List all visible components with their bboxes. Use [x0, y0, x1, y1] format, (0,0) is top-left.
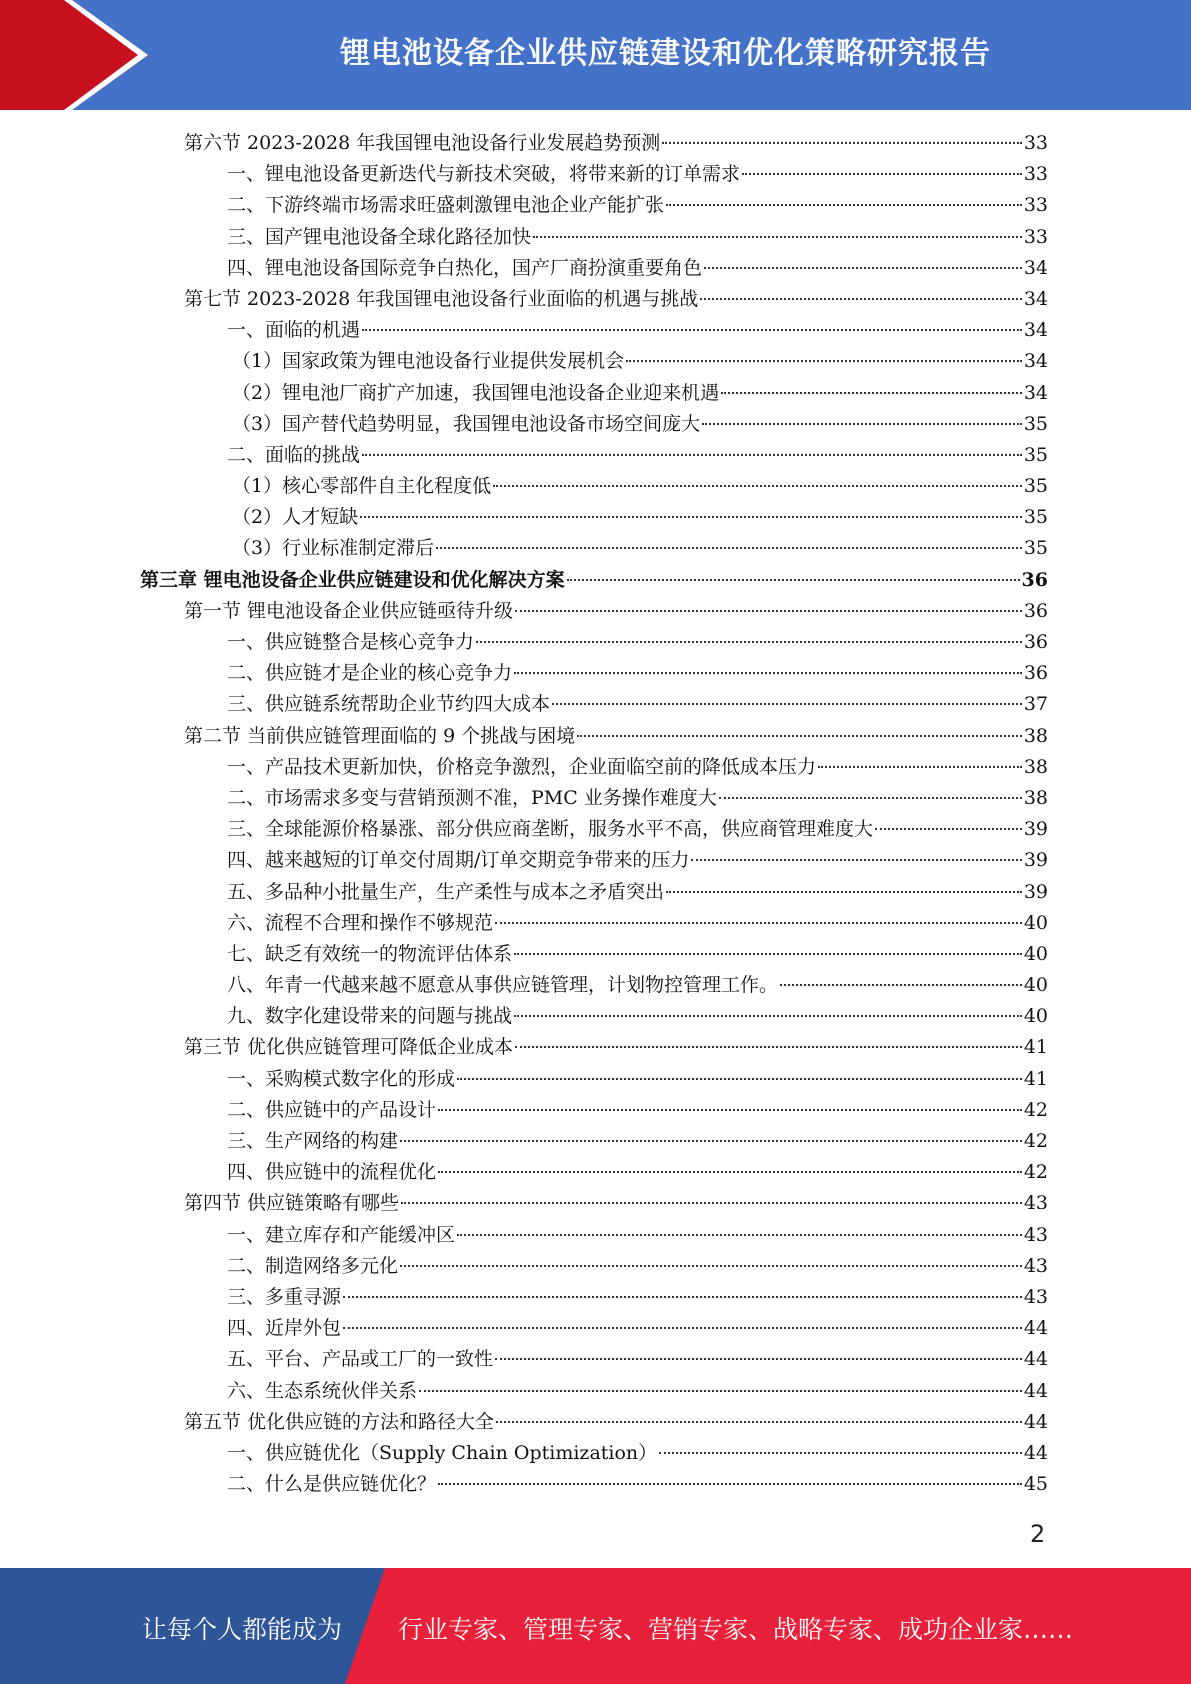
toc-entry-page: 38: [1023, 786, 1048, 809]
toc-entry-title: 二、下游终端市场需求旺盛刺激锂电池企业产能扩张: [227, 194, 665, 217]
toc-entry-title: （3）国产替代趋势明显，我国锂电池设备市场空间庞大: [232, 412, 701, 435]
toc-entry-title: （1）核心零部件自主化程度低: [232, 475, 492, 498]
toc-entry-page: 44: [1023, 1379, 1048, 1402]
toc-entry-page: 36: [1023, 662, 1048, 685]
toc-entry[interactable]: [140, 533, 1048, 564]
toc-entry-title: 一、采购模式数字化的形成: [227, 1067, 456, 1090]
toc-entry-page: 39: [1023, 849, 1048, 872]
toc-entry[interactable]: [140, 1344, 1048, 1375]
toc-entry-page: 35: [1023, 537, 1048, 560]
toc-entry-title: （1）国家政策为锂电池设备行业提供发展机会: [232, 350, 625, 373]
toc-entry-page: 37: [1023, 693, 1048, 716]
toc-entry-title: 三、生产网络的构建: [227, 1130, 399, 1152]
toc-dot-leader: [702, 423, 1022, 425]
toc-entry-title: 第七节 2023-2028 年我国锂电池设备行业面临的机遇与挑战: [184, 287, 699, 310]
toc-entry[interactable]: [140, 939, 1048, 970]
toc-entry-page: 34: [1023, 287, 1048, 310]
toc-entry-title: 一、供应链整合是核心竞争力: [227, 631, 475, 653]
toc-entry-title: 第五节 优化供应链的方法和路径大全: [184, 1410, 495, 1433]
toc-entry-title: 二、面临的挑战: [227, 443, 361, 466]
toc-dot-leader: [401, 1202, 1022, 1204]
toc-entry[interactable]: [140, 1438, 1048, 1469]
toc-entry[interactable]: [140, 1469, 1048, 1500]
toc-dot-leader: [514, 953, 1022, 955]
toc-entry-title: 一、供应链优化（Supply Chain Optimization）: [227, 1441, 658, 1464]
toc-dot-leader: [666, 891, 1022, 893]
toc-dot-leader: [438, 1483, 1022, 1485]
toc-dot-leader: [577, 735, 1022, 737]
toc-dot-leader: [721, 392, 1022, 394]
toc-dot-leader: [666, 204, 1022, 206]
toc-entry-page: 38: [1023, 724, 1048, 747]
toc-entry[interactable]: [140, 440, 1048, 471]
toc-entry[interactable]: [140, 845, 1048, 876]
toc-entry-title: 第一节 锂电池设备企业供应链亟待升级: [184, 599, 514, 622]
toc-dot-leader: [533, 236, 1022, 238]
toc-entry-title: 一、锂电池设备更新迭代与新技术突破，将带来新的订单需求: [227, 163, 741, 186]
toc-entry-title: 第四节 供应链策略有哪些: [184, 1192, 400, 1215]
toc-dot-leader: [662, 142, 1022, 144]
toc-entry-title: 一、产品技术更新加快，价格竞争激烈，企业面临空前的降低成本压力: [227, 755, 817, 778]
toc-entry[interactable]: [140, 222, 1048, 253]
toc-entry[interactable]: [140, 284, 1048, 315]
page-footer: [0, 1568, 1191, 1684]
toc-dot-leader: [457, 1078, 1022, 1080]
toc-entry[interactable]: [140, 721, 1048, 752]
toc-dot-leader: [691, 859, 1021, 861]
toc-entry[interactable]: [140, 1376, 1048, 1407]
toc-entry[interactable]: [140, 627, 1048, 658]
toc-dot-leader: [780, 984, 1022, 986]
toc-dot-leader: [400, 1265, 1022, 1267]
toc-entry-page: 41: [1023, 1067, 1048, 1090]
toc-entry-page: 34: [1023, 256, 1048, 279]
toc-dot-leader: [626, 360, 1022, 362]
toc-entry-title: 三、多重寻源: [227, 1285, 342, 1308]
toc-dot-leader: [493, 485, 1022, 487]
toc-entry-page: 44: [1023, 1317, 1048, 1340]
toc-dot-leader: [875, 828, 1022, 830]
toc-entry[interactable]: [140, 1157, 1048, 1188]
toc-entry-page: 40: [1023, 911, 1048, 934]
toc-entry-page: 34: [1023, 350, 1048, 373]
toc-entry[interactable]: [140, 877, 1048, 908]
toc-entry[interactable]: [140, 596, 1048, 627]
toc-dot-leader: [515, 1046, 1022, 1048]
toc-entry-page: 35: [1023, 506, 1048, 529]
toc-entry-title: （2）人才短缺: [232, 506, 359, 529]
toc-entry-title: 一、面临的机遇: [227, 319, 361, 342]
toc-dot-leader: [567, 579, 1020, 581]
toc-entry[interactable]: [140, 1188, 1048, 1219]
toc-entry-title: 六、流程不合理和操作不够规范: [227, 911, 494, 934]
toc-dot-leader: [457, 1234, 1022, 1236]
toc-dot-leader: [515, 610, 1022, 612]
toc-entry-title: 二、制造网络多元化: [227, 1254, 399, 1277]
toc-entry-title: 四、近岸外包: [227, 1317, 342, 1340]
toc-dot-leader: [438, 1109, 1022, 1111]
toc-entry[interactable]: [140, 190, 1048, 221]
toc-entry-title: 二、供应链才是企业的核心竞争力: [227, 662, 513, 685]
toc-entry-page: 43: [1023, 1254, 1048, 1277]
toc-entry[interactable]: [140, 970, 1048, 1001]
toc-entry[interactable]: [140, 1032, 1048, 1063]
toc-dot-leader: [496, 1421, 1022, 1423]
toc-dot-leader: [476, 641, 1022, 643]
toc-entry-title: 二、供应链中的产品设计: [227, 1098, 437, 1121]
toc-entry-title: 七、缺乏有效统一的物流评估体系: [227, 942, 513, 965]
toc-entry-title: 八、年青一代越来越不愿意从事供应链管理，计划物控管理工作。: [227, 974, 779, 997]
toc-entry-title: 二、什么是供应链优化？: [227, 1473, 437, 1496]
toc-entry[interactable]: [140, 1220, 1048, 1251]
toc-entry[interactable]: [140, 783, 1048, 814]
table-of-contents: [140, 128, 1048, 1500]
toc-entry[interactable]: [140, 752, 1048, 783]
toc-entry-title: 三、全球能源价格暴涨、部分供应商垄断，服务水平不高，供应商管理难度大: [227, 818, 874, 841]
toc-entry-title: 二、市场需求多变与营销预测不准，PMC 业务操作难度大: [227, 786, 717, 809]
toc-entry-page: 40: [1023, 1005, 1048, 1028]
footer-slogan-left: 让每个人都能成为: [142, 1615, 343, 1644]
toc-entry[interactable]: [140, 128, 1048, 159]
toc-entry-page: 39: [1023, 880, 1048, 903]
toc-entry[interactable]: [140, 1064, 1048, 1095]
toc-entry[interactable]: [140, 315, 1048, 346]
toc-entry[interactable]: [140, 565, 1048, 596]
toc-entry-page: 42: [1023, 1098, 1048, 1121]
toc-entry[interactable]: [140, 814, 1048, 845]
toc-entry-page: 40: [1023, 974, 1048, 997]
toc-dot-leader: [514, 672, 1022, 674]
toc-entry[interactable]: [140, 658, 1048, 689]
toc-entry-page: 43: [1023, 1285, 1048, 1308]
toc-entry-page: 33: [1023, 163, 1048, 186]
toc-dot-leader: [552, 703, 1022, 705]
toc-dot-leader: [360, 516, 1022, 518]
toc-entry[interactable]: [140, 908, 1048, 939]
toc-entry[interactable]: [140, 1251, 1048, 1282]
toc-entry[interactable]: [140, 1126, 1048, 1157]
toc-dot-leader: [400, 1140, 1022, 1142]
toc-entry-title: 六、生态系统伙伴关系: [227, 1379, 418, 1402]
toc-entry[interactable]: [140, 471, 1048, 502]
toc-entry-page: 35: [1023, 443, 1048, 466]
toc-entry-title: （3）行业标准制定滞后: [232, 537, 435, 560]
toc-entry-page: 41: [1023, 1036, 1048, 1059]
toc-dot-leader: [362, 454, 1022, 456]
toc-entry-page: 33: [1023, 194, 1048, 217]
toc-dot-leader: [495, 922, 1022, 924]
toc-dot-leader: [436, 547, 1022, 549]
toc-dot-leader: [659, 1452, 1022, 1454]
toc-entry-title: 第二节 当前供应链管理面临的 9 个挑战与困境: [184, 724, 576, 747]
toc-dot-leader: [343, 1327, 1022, 1329]
toc-entry[interactable]: [140, 346, 1048, 377]
toc-entry-title: 四、供应链中的流程优化: [227, 1161, 437, 1184]
toc-entry-page: 39: [1023, 818, 1048, 841]
toc-entry[interactable]: [140, 689, 1048, 720]
toc-entry-page: 42: [1023, 1130, 1048, 1152]
toc-entry-page: 33: [1023, 225, 1048, 248]
toc-entry-page: 40: [1023, 942, 1048, 965]
toc-entry[interactable]: [140, 253, 1048, 284]
toc-entry[interactable]: [140, 1407, 1048, 1438]
toc-entry-page: 44: [1023, 1441, 1048, 1464]
toc-entry[interactable]: [140, 409, 1048, 440]
toc-dot-leader: [495, 1358, 1022, 1360]
toc-entry-page: 43: [1023, 1192, 1048, 1215]
document-title: 锂电池设备企业供应链建设和优化策略研究报告: [340, 36, 991, 71]
toc-entry[interactable]: [140, 1001, 1048, 1032]
toc-entry-title: 第三章 锂电池设备企业供应链建设和优化解决方案: [140, 568, 565, 591]
toc-entry[interactable]: [140, 1313, 1048, 1344]
toc-dot-leader: [419, 1390, 1022, 1392]
toc-dot-leader: [818, 766, 1022, 768]
toc-dot-leader: [704, 267, 1022, 269]
toc-entry-title: 四、越来越短的订单交付周期/订单交期竞争带来的压力: [227, 849, 690, 872]
red-chevron: [0, 0, 148, 110]
toc-entry[interactable]: [140, 1095, 1048, 1126]
toc-dot-leader: [700, 298, 1022, 300]
toc-entry-page: 34: [1023, 381, 1048, 404]
toc-entry-page: 44: [1023, 1348, 1048, 1371]
toc-dot-leader: [742, 173, 1022, 175]
toc-entry-title: 三、国产锂电池设备全球化路径加快: [227, 225, 532, 248]
toc-entry-page: 36: [1023, 631, 1048, 653]
page-number: 2: [1030, 1520, 1046, 1548]
toc-entry[interactable]: [140, 502, 1048, 533]
toc-entry-title: 四、锂电池设备国际竞争白热化，国产厂商扮演重要角色: [227, 256, 703, 279]
toc-entry-page: 35: [1023, 412, 1048, 435]
toc-entry-page: 38: [1023, 755, 1048, 778]
toc-entry-page: 33: [1023, 132, 1048, 154]
toc-entry-page: 36: [1021, 568, 1048, 591]
toc-entry-page: 42: [1023, 1161, 1048, 1184]
toc-dot-leader: [343, 1296, 1022, 1298]
toc-entry-title: 九、数字化建设带来的问题与挑战: [227, 1005, 513, 1028]
toc-entry-page: 43: [1023, 1223, 1048, 1246]
footer-slogan-right: 行业专家、管理专家、营销专家、战略专家、成功企业家……: [398, 1615, 1074, 1644]
toc-entry[interactable]: [140, 1282, 1048, 1313]
toc-entry-page: 34: [1023, 319, 1048, 342]
toc-dot-leader: [438, 1171, 1022, 1173]
toc-entry-title: 三、供应链系统帮助企业节约四大成本: [227, 693, 551, 716]
toc-entry-page: 36: [1023, 599, 1048, 622]
toc-entry-title: 五、多品种小批量生产，生产柔性与成本之矛盾突出: [227, 880, 665, 903]
toc-entry-page: 44: [1023, 1410, 1048, 1433]
toc-entry-title: （2）锂电池厂商扩产加速，我国锂电池设备企业迎来机遇: [232, 381, 720, 404]
toc-entry-title: 第三节 优化供应链管理可降低企业成本: [184, 1036, 514, 1059]
toc-entry-title: 五、平台、产品或工厂的一致性: [227, 1348, 494, 1371]
toc-entry-page: 45: [1023, 1473, 1048, 1496]
toc-entry-page: 35: [1023, 475, 1048, 498]
toc-dot-leader: [719, 797, 1022, 799]
toc-entry-title: 一、建立库存和产能缓冲区: [227, 1223, 456, 1246]
toc-dot-leader: [362, 329, 1022, 331]
toc-entry-title: 第六节 2023-2028 年我国锂电池设备行业发展趋势预测: [184, 132, 661, 154]
toc-entry[interactable]: [140, 159, 1048, 190]
toc-entry[interactable]: [140, 378, 1048, 409]
page-header: [0, 0, 1191, 110]
toc-dot-leader: [514, 1015, 1022, 1017]
